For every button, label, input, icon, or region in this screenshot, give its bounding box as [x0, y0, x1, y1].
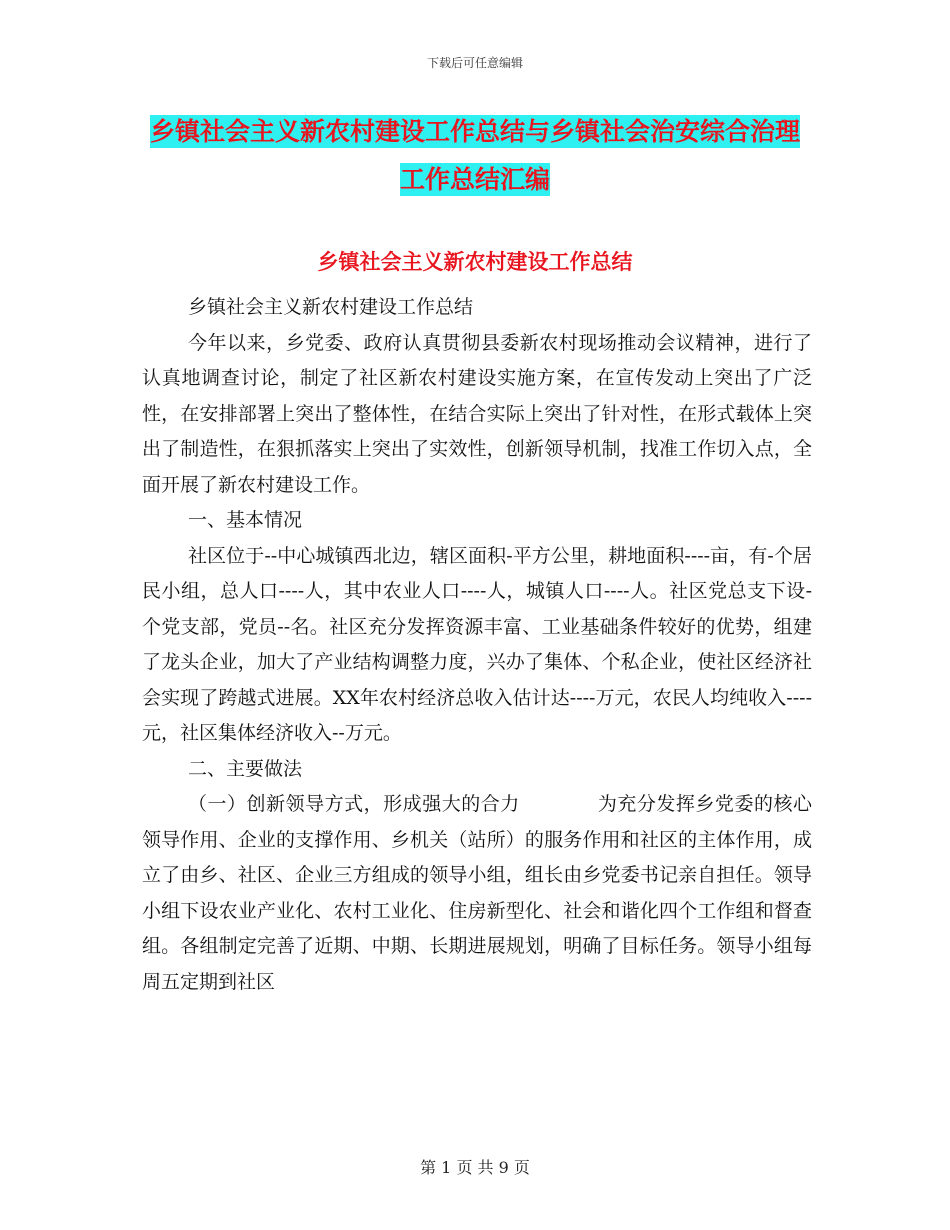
body-content [142, 290, 812, 1000]
section-title: 乡镇社会主义新农村建设工作总结 [317, 250, 633, 274]
paragraph-4: （一）创新领导方式，形成强大的合力 为充分发挥乡党委的核心领导作用、企业的支撑作用、乡机关（站所）的服务作用和社区的主体作用，成立了由乡、社区、企业三方组成的领导小组，组长由乡党委书记亲自担任。领导小组下设农业产业化、农村工业化、住房新型化、社会和谐化四个工作组和督查组。各组制定完善了近期、中期、长期进展规划，明确了目标任务。领导小组每周五定期到社区 [142, 793, 812, 993]
section-heading-methods: 二、主要做法 [188, 757, 303, 780]
document-main-title [140, 108, 810, 204]
section-heading-basic: 一、基本情况 [188, 509, 303, 531]
paragraph-2: 今年以来，乡党委、政府认真贯彻县委新农村现场推动会议精神，进行了认真地调查讨论，制定了社区新农村建设实施方案，在宣传发动上突出了广泛性，在安排部署上突出了整体性，在结合实际上突出了针对性，在形式载体上突出了制造性，在狠抓落实上突出了实效性，创新领导机制，找准工作切入点，全面开展了新农村建设工作。 [142, 331, 812, 496]
paragraph-1: 乡镇社会主义新农村建设工作总结 [188, 296, 474, 318]
page-footer: 第 1 页 共 9 页 [420, 1158, 530, 1177]
main-title-text: 乡镇社会主义新农村建设工作总结与乡镇社会治安综合治理工作总结汇编 [149, 117, 800, 194]
header-note: 下载后可任意编辑 [426, 56, 523, 70]
paragraph-3: 社区位于--中心城镇西北边，辖区面积-平方公里，耕地面积----亩，有-个居民小组，总人口----人，其中农业人口----人，城镇人口----人。社区党总支下设-个党支部，党员--名。社区充分发挥资源丰富、工业基础条件较好的优势，组建了龙头企业，加大了产业结构调整力度，兴办了集体、个私企业，使社区经济社会实现了跨越式进展。XX年农村经济总收入估计达----万元，农民人均纯收入----元，社区集体经济收入--万元。 [142, 544, 812, 744]
